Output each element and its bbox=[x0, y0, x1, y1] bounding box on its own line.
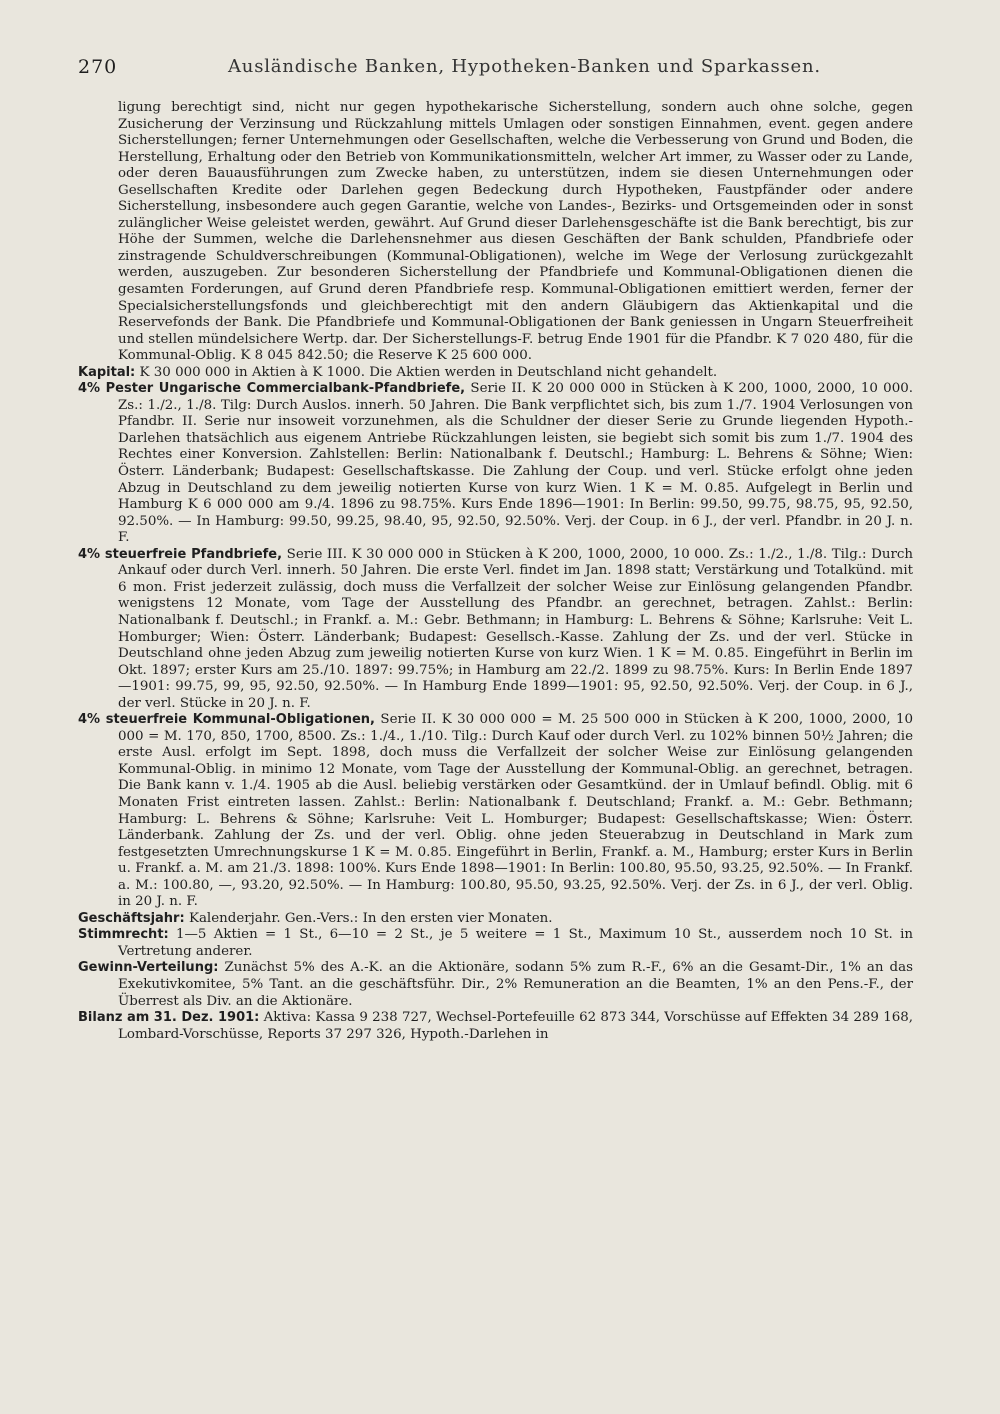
document-body bbox=[78, 100, 913, 1043]
section-kapital bbox=[78, 365, 913, 382]
section-lead: Stimmrecht: bbox=[78, 927, 169, 943]
section-gewinn-verteilung bbox=[78, 960, 913, 1010]
section-bilanz bbox=[78, 1010, 913, 1043]
section-pfandbriefe-serie-3 bbox=[78, 547, 913, 712]
section-geschaeftsjahr bbox=[78, 911, 913, 928]
section-pfandbriefe-serie-2 bbox=[78, 381, 913, 546]
page-header bbox=[78, 56, 918, 86]
section-text: Zunächst 5% des A.-K. an die Aktionäre, sodann 5% zum R.-F., 6% an die Gesamt-Dir., 1% an das Exekutivkomitee, 5% Tant. an die geschäftsführ. Dir., 2% Remuneration an die Beamten, 1% an den Pens.-F., der Überrest als Div. an die Aktionäre. bbox=[118, 960, 913, 1009]
section-text: Aktiva: Kassa 9 238 727, Wechsel-Portefeuille 62 873 344, Vorschüsse auf Effekten 34 289 168, Lombard-Vorschüsse, Reports 37 297 326, Hypoth.-Darlehen in bbox=[118, 1010, 914, 1042]
section-text: K 30 000 000 in Aktien à K 1000. Die Aktien werden in Deutschland nicht gehandelt. bbox=[139, 364, 718, 380]
running-title: Ausländische Banken, Hypotheken-Banken und Sparkassen. bbox=[228, 56, 821, 77]
section-stimmrecht bbox=[78, 927, 913, 960]
section-lead: Geschäftsjahr: bbox=[78, 910, 185, 926]
section-kommunal-obligationen bbox=[78, 712, 913, 911]
section-text: Kalenderjahr. Gen.-Vers.: In den ersten vier Monaten. bbox=[188, 910, 553, 926]
section-text: Serie III. K 30 000 000 in Stücken à K 200, 1000, 2000, 10 000. Zs.: 1./2., 1./8. Tilg.: Durch Ankauf oder durch Verl. innerh. 50 Jahren. Die erste Verl. findet im Jan. 1898 statt; Verstärkung und Totalkünd. mit 6 mon. Frist jederzeit zulässig, doch muss die Verfallzeit der solcher Weise zur Einlösung gelangenden Pfandbr. wenigstens 12 Monate, vom Tage der Ausstellung des Pfandbr. an gerechnet, betragen. Zahlst.: Berlin: Nationalbank f. Deutschl.; in Frankf. a. M.: Gebr. Bethmann; in Hamburg: L. Behrens & Söhne; Karlsruhe: Veit L. Homburger; Wien: Österr. Länderbank; Budapest: Gesellsch.-Kasse. Zahlung der Zs. und der verl. Stücke in Deutschland ohne jeden Abzug zum jeweilig notierten Kurse von kurz Wien. 1 K = M. 0.85. Eingeführt in Berlin im Okt. 1897; erster Kurs am 25./10. 1897: 99.75%; in Hamburg am 22./2. 1899 zu 98.75%. Kurs: In Berlin Ende 1897—1901: 99.75, 99, 95, 92.50, 92.50%. — In Hamburg Ende 1899—1901: 95, 92.50, 92.50%. Verj. der Coup. in 6 J., der verl. Stücke in 20 J. n. F. bbox=[118, 546, 914, 711]
section-lead: 4% Pester Ungarische Commercialbank-Pfandbriefe, bbox=[78, 381, 466, 397]
page-number: 270 bbox=[78, 56, 118, 78]
section-lead: 4% steuerfreie Pfandbriefe, bbox=[78, 546, 283, 562]
section-text: Serie II. K 20 000 000 in Stücken à K 200, 1000, 2000, 10 000. Zs.: 1./2., 1./8. Tilg: Durch Auslos. innerh. 50 Jahren. Die Bank verpflichtet sich, bis zum 1./7. 1904 Verlosungen von Pfandbr. II. Serie nur insoweit vorzunehmen, als die Schuldner der dieser Serie zu Grunde liegenden Hypoth.-Darlehen thatsächlich aus eigenem Antriebe Rückzahlungen leisten, sie begiebt sich somit bis zum 1./7. 1904 des Rechtes einer Konversion. Zahlstellen: Berlin: Nationalbank f. Deutschl.; Hamburg: L. Behrens & Söhne; Wien: Österr. Länderbank; Budapest: Gesellschaftskasse. Die Zahlung der Coup. und verl. Stücke erfolgt ohne jeden Abzug in Deutschland zu dem jeweilig notierten Kurse von kurz Wien. 1 K = M. 0.85. Aufgelegt in Berlin und Hamburg K 6 000 000 am 9./4. 1896 zu 98.75%. Kurs Ende 1896—1901: In Berlin: 99.50, 99.75, 98.75, 95, 92.50, 92.50%. — In Hamburg: 99.50, 99.25, 98.40, 95, 92.50, 92.50%. Verj. der Coup. in 6 J., der verl. Pfandbr. in 20 J. n. F. bbox=[118, 381, 913, 546]
section-text: Serie II. K 30 000 000 = M. 25 500 000 in Stücken à K 200, 1000, 2000, 10 000 = M. 170, 850, 1700, 8500. Zs.: 1./4., 1./10. Tilg.: Durch Kauf oder durch Verl. zu 102% binnen 50½ Jahren; die erste Ausl. erfolgt im Sept. 1898, doch muss die Verfallzeit der solcher Weise zur Einlösung gelangenden Kommunal-Oblig. in minimo 12 Monate, vom Tage der Ausstellung der Kommunal-Oblig. an gerechnet, betragen. Die Bank kann v. 1./4. 1905 ab die Ausl. beliebig verstärken oder Gesamtkünd. der in Umlauf befindl. Oblig. mit 6 Monaten Frist eintreten lassen. Zahlst.: Berlin: Nationalbank f. Deutschland; Frankf. a. M.: Gebr. Bethmann; Hamburg: L. Behrens & Söhne; Karlsruhe: Veit L. Homburger; Budapest: Gesellschaftskasse; Wien: Österr. Länderbank. Zahlung der Zs. und der verl. Oblig. ohne jeden Steuerabzug in Deutschland in Mark zum festgesetzten Umrechnungskurse 1 K = M. 0.85. Eingeführt in Berlin, Frankf. a. M., Hamburg; erster Kurs in Berlin u. Frankf. a. M. am 21./3. 1898: 100%. Kurs Ende 1898—1901: In Berlin: 100.80, 95.50, 93.25, 92.50%. — In Frankf. a. M.: 100.80, —, 93.20, 92.50%. — In Hamburg: 100.80, 95.50, 93.25, 92.50%. Verj. der Zs. in 6 J., der verl. Oblig. in 20 J. n. F. bbox=[118, 712, 914, 910]
intro-paragraph: ligung berechtigt sind, nicht nur gegen hypothekarische Sicherstellung, sondern auch ohne solche, gegen Zusicherung der Verzinsung und Rückzahlung mittels Umlagen oder sonstigen Einnahmen, event. gegen andere Sicherstellungen; ferner Unternehmungen oder Gesellschaften, welche die Verbesserung von Grund und Boden, die Herstellung, Erhaltung oder den Betrieb von Kommunikationsmitteln, welcher Art immer, zu Wasser oder zu Lande, oder deren Bauausführungen zum Zwecke haben, zu unterstützen, indem sie diesen Unternehmungen oder Gesellschaften Kredite oder Darlehen gegen Bedeckung durch Hypotheken, Faustpfänder oder andere Sicherstellung, insbesondere auch gegen Garantie, welche von Landes-, Bezirks- und Ortsgemeinden oder in sonst zulänglicher Weise geleistet werden, gewährt. Auf Grund dieser Darlehensgeschäfte ist die Bank berechtigt, bis zur Höhe der Summen, welche die Darlehensnehmer aus diesen Geschäften der Bank schulden, Pfandbriefe oder zinstragende Schuldverschreibungen (Kommunal-Obligationen), welche im Wege der Verlosung zurückgezahlt werden, auszugeben. Zur besonderen Sicherstellung der Pfandbriefe und Kommunal-Obligationen dienen die gesamten Forderungen, auf Grund deren Pfandbriefe resp. Kommunal-Obligationen emittiert werden, ferner der Specialsicherstellungsfonds und gleichberechtigt mit den andern Gläubigern das Aktienkapital und die Reservefonds der Bank. Die Pfandbriefe und Kommunal-Obligationen der Bank geniessen in Ungarn Steuerfreiheit und stellen mündelsichere Wertp. dar. Der Sicherstellungs-F. betrug Ende 1901 für die Pfandbr. K 7 020 480, für die Kommunal-Oblig. K 8 045 842.50; die Reserve K 25 600 000. bbox=[118, 100, 913, 364]
section-lead: Gewinn-Verteilung: bbox=[78, 960, 219, 976]
section-lead: Bilanz am 31. Dez. 1901: bbox=[78, 1010, 260, 1026]
section-lead: Kapital: bbox=[78, 364, 136, 380]
section-text: 1—5 Aktien = 1 St., 6—10 = 2 St., je 5 weitere = 1 St., Maximum 10 St., ausserdem noch 10 St. in Vertretung anderer. bbox=[118, 927, 913, 959]
section-lead: 4% steuerfreie Kommunal-Obligationen, bbox=[78, 712, 375, 728]
